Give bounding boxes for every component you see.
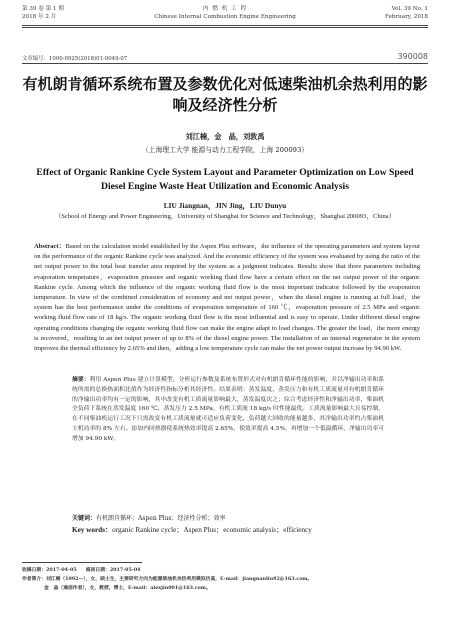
date-cn: 2018 年 2 月 xyxy=(22,13,57,20)
article-code: 390008 xyxy=(397,52,428,61)
keywords-en-label: Key words： xyxy=(72,526,113,534)
journal-name-cn: 内 燃 机 工 程 xyxy=(202,6,248,12)
volume-en: Vol. 39 No. 1 xyxy=(391,6,428,12)
keywords-en xyxy=(72,525,410,535)
keywords-cn xyxy=(72,513,384,522)
abstract-en-label: Abstract： xyxy=(34,243,66,250)
abstract-cn xyxy=(72,376,384,445)
date-en: February, 2018 xyxy=(385,13,428,20)
abstract-cn-text: 利用 Aspen Plus 建立计算模型，分析运行参数及系统布置形式对有机朗肯循环性能的影响，并以净输出功率和系统所需的总换热面积比值作为经济性指标分析其经济性。结果表明：蒸发温度、蒸发压力和有机工质流量对有机朗肯循环的净输出功率均有一定的影响，其中改变有机工质流量影响最大，蒸发温度次之；综合考虑经济性和净输出功率，柴油机全负荷下系统在蒸发温度 160 ℃、蒸发压力 2.5 MPa、有机工质流 18 kg/s 时性能最优。工质流量影响最大且易控制，在不同柴油机运行工况下只需改变有机工质流量就可适应负荷变化，负荷越大回收的能量越多，其净输出功率约占柴油机主机功率的 8% 左右。添加内回热器使系统热效率提高 2.65%，使效率提高 4.5%，再增加一个低温循环，净输出功率可增加 94.90 kW。 xyxy=(72,377,384,442)
header-center xyxy=(22,6,428,21)
header-right xyxy=(385,6,428,21)
revised-date: 修回日期：2017-05-04 xyxy=(85,567,141,573)
footnote-corresponding: 金 晶（通信作者），女，教授，博士，E-mail：alexjin001@163.com。 xyxy=(44,585,211,591)
authors-cn: 刘江楠，金 晶，刘敦禹 xyxy=(185,132,265,141)
keywords-en-text: organic Rankine cycle；Aspen Plus；economic analysis；efficiency xyxy=(112,526,312,534)
journal-name-en: Chinese Internal Combustion Engine Engineering xyxy=(154,13,296,20)
article-number: 文章编号：1000-0925(2018)01-0049-07 xyxy=(22,56,128,62)
volume-cn: 第 39 卷 第 1 期 xyxy=(22,6,64,12)
keywords-cn-text: 有机朗肯循环；Aspen Plus；经济性分析；效率 xyxy=(96,515,226,522)
header-rule-top xyxy=(22,25,428,26)
title-cn: 有机朗肯循环系统布置及参数优化对低速柴油机余热利用的影响及经济性分析 xyxy=(22,75,428,114)
abstract-cn-label: 摘要： xyxy=(72,377,90,383)
footnote-rule xyxy=(22,562,142,563)
footnotes xyxy=(22,566,428,593)
received-date: 收稿日期：2017-04-05 xyxy=(22,567,77,573)
footnote-dates xyxy=(22,566,428,575)
keywords-cn-label: 关键词： xyxy=(72,515,97,522)
article-meta xyxy=(22,54,428,62)
authors-en: LIU Jiangnan，JIN Jing，LIU Dunyu xyxy=(163,201,287,210)
abstract-en-text: Based on the calculation model established by the Aspen Plus software，the influence of the operating parameters and system layout on the performance of the organic Rankine cycle was analyzed. And the economic efficiency of the system was evaluated by using the ratio of the net output power to the total heat transfer area required by the system as a judgment indicates. Results show that three parameters including evaporation temperature，evaporation pressure and organic working fluid flow have a certain effect on the net output power of the organic Rankine cycle. Among which the influence of the organic working fluid flow is the most important indicator followed by the evaporation temperature. In view of the combined consideration of economy and net output power，when the diesel engine is running at full load，the system has the best performance under the conditions of evaporation temperature of 160 ℃，evaporation pressure of 2.5 MPa and organic working fluid flow rate of 18 kg/s. The organic working fluid flow is the most influential and is easy to operate. Under different diesel engine operating conditions changing the organic working fluid flow can make the engine adapt to load changes. The greater the load，the more energy is recovered，resulting in an net output power of up to 8% of the diesel engine power. The installation of an internal regenerator in the system improves the thermal efficiency by 2.65% and then，adding a low temperature cycle can make the net power output increase by 94.90 kW. xyxy=(34,243,420,353)
affiliation-cn: （上海理工大学 能源与动力工程学院，上海 200093） xyxy=(141,146,309,154)
header-rule-bottom xyxy=(22,27,428,28)
footnote-author: 作者简介：刘江楠（1992—），女，硕士生，主要研究方向为能源柴油机余热利用模拟仿真，E-mail：jiangnanliu92@163.com。 xyxy=(22,576,313,582)
title-en: Effect of Organic Rankine Cycle System Layout and Parameter Optimization on Low Speed Diesel Engine Waste Heat Utilization and Economic Analysis xyxy=(36,167,414,192)
abstract-en xyxy=(34,242,420,354)
meta-rule xyxy=(22,63,428,64)
affiliation-en: （School of Energy and Power Engineering，University of Shanghai for Science and Technology，Shanghai 200093，China） xyxy=(54,213,396,220)
